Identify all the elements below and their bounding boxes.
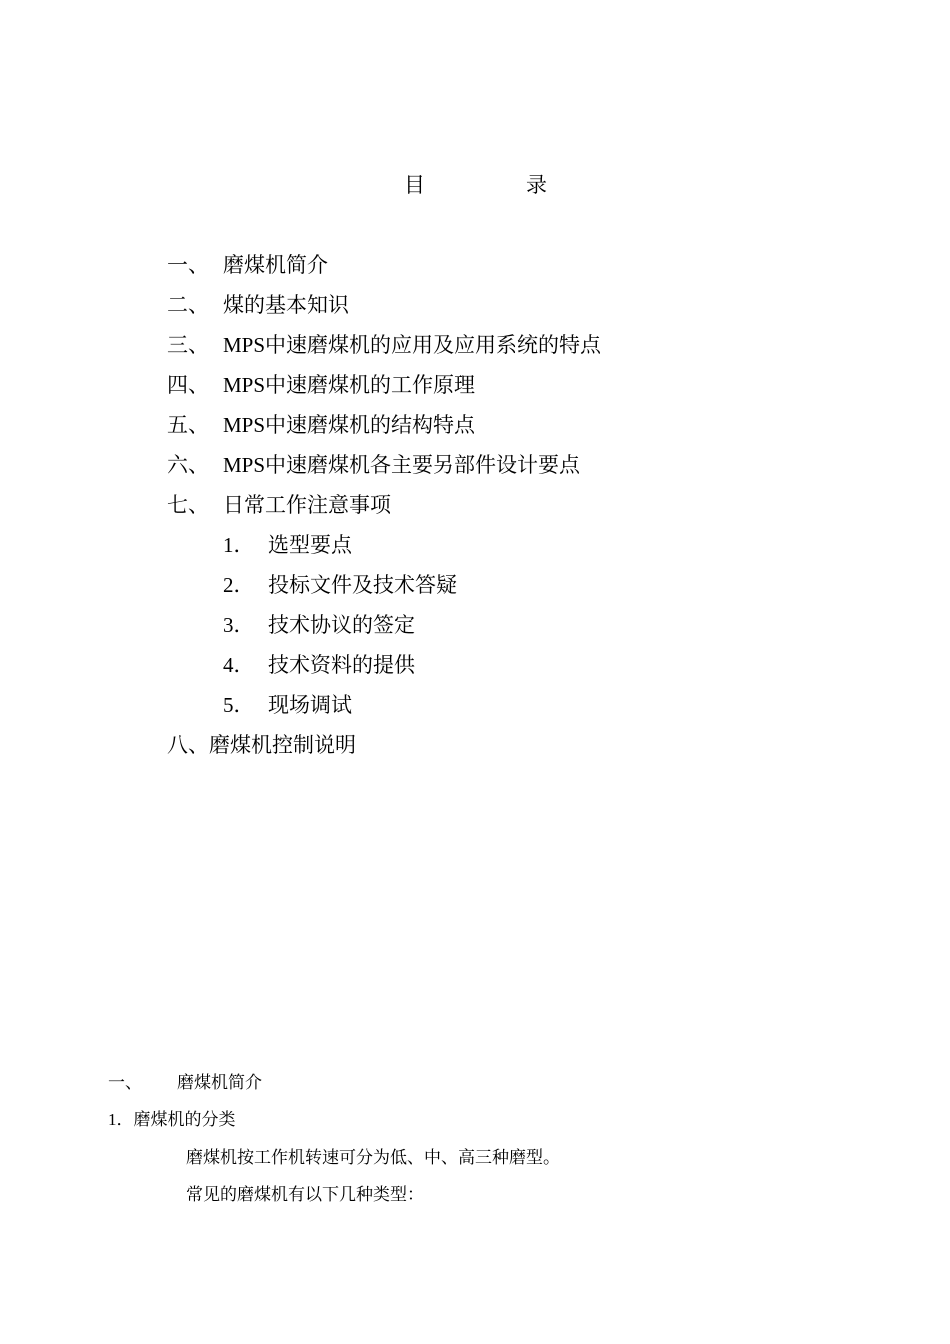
- section-title: 磨煤机简介: [177, 1073, 262, 1093]
- toc-item-number: 六、: [167, 453, 209, 477]
- toc-item: [167, 288, 867, 328]
- toc-item-label: 中速磨煤机的结构特点: [265, 413, 476, 437]
- toc-subitem-text: 现场调试: [268, 693, 352, 717]
- toc-subitem-number: 4．: [223, 653, 255, 677]
- toc-item-number: 四、: [167, 373, 209, 397]
- toc-item-text: 磨煤机简介: [223, 253, 328, 277]
- toc-item-prefix: MPS: [223, 333, 266, 357]
- toc-item-number: 五、: [167, 413, 209, 437]
- toc-item-text: [223, 448, 580, 482]
- subsection-heading: [108, 1105, 236, 1135]
- toc-item-text: [223, 368, 475, 402]
- toc-subitem-number: 5．: [223, 693, 255, 717]
- toc-subitem-text: 选型要点: [268, 533, 352, 557]
- toc-item-text: [223, 328, 601, 362]
- section-number: 一、: [108, 1073, 142, 1093]
- toc-title-char-1: 目: [404, 173, 425, 197]
- toc-item-text: [223, 408, 475, 442]
- toc-subitem: [167, 688, 867, 728]
- toc-subitem: [167, 608, 867, 648]
- toc-item: [167, 408, 867, 448]
- toc-item-prefix: MPS: [223, 453, 266, 477]
- subsection-number: 1．: [108, 1110, 134, 1129]
- toc-subitem-number: 2．: [223, 573, 255, 597]
- toc-item-prefix: MPS: [223, 373, 266, 397]
- paragraph: 磨煤机按工作机转速可分为低、中、高三种磨型。: [186, 1148, 560, 1168]
- toc-item-label: 中速磨煤机的应用及应用系统的特点: [265, 333, 602, 357]
- toc-item: [167, 368, 867, 408]
- toc-subitem-text: 投标文件及技术答疑: [268, 573, 457, 597]
- toc-item-text: 日常工作注意事项: [223, 493, 391, 517]
- toc-subitem-number: 1．: [223, 533, 255, 557]
- toc-item-number: 七、: [167, 493, 209, 517]
- toc-item-label: 中速磨煤机各主要另部件设计要点: [265, 453, 581, 477]
- toc-subitem: [167, 648, 867, 688]
- toc-item-number: 二、: [167, 293, 209, 317]
- toc-subitem-text: 技术资料的提供: [268, 653, 415, 677]
- toc-item-number: 三、: [167, 333, 209, 357]
- toc-list: [167, 248, 867, 768]
- toc-item-text: 煤的基本知识: [223, 293, 349, 317]
- toc-item: [167, 448, 867, 488]
- toc-subitem: [167, 568, 867, 608]
- toc-item-prefix: MPS: [223, 413, 266, 437]
- toc-item: [167, 248, 867, 288]
- subsection-title: 磨煤机的分类: [133, 1110, 236, 1130]
- toc-item: [167, 328, 867, 368]
- toc-subitem-number: 3．: [223, 613, 255, 637]
- toc-title-char-2: 录: [526, 173, 547, 197]
- toc-item-number: 一、: [167, 253, 209, 277]
- paragraph: 常见的磨煤机有以下几种类型：: [186, 1185, 424, 1205]
- toc-item-last: 八、磨煤机控制说明: [167, 733, 356, 757]
- toc-subitem-text: 技术协议的签定: [268, 613, 415, 637]
- toc-subitem: [167, 528, 867, 568]
- toc-item-label: 中速磨煤机的工作原理: [265, 373, 476, 397]
- toc-item: [167, 488, 867, 528]
- toc-title: [0, 170, 950, 200]
